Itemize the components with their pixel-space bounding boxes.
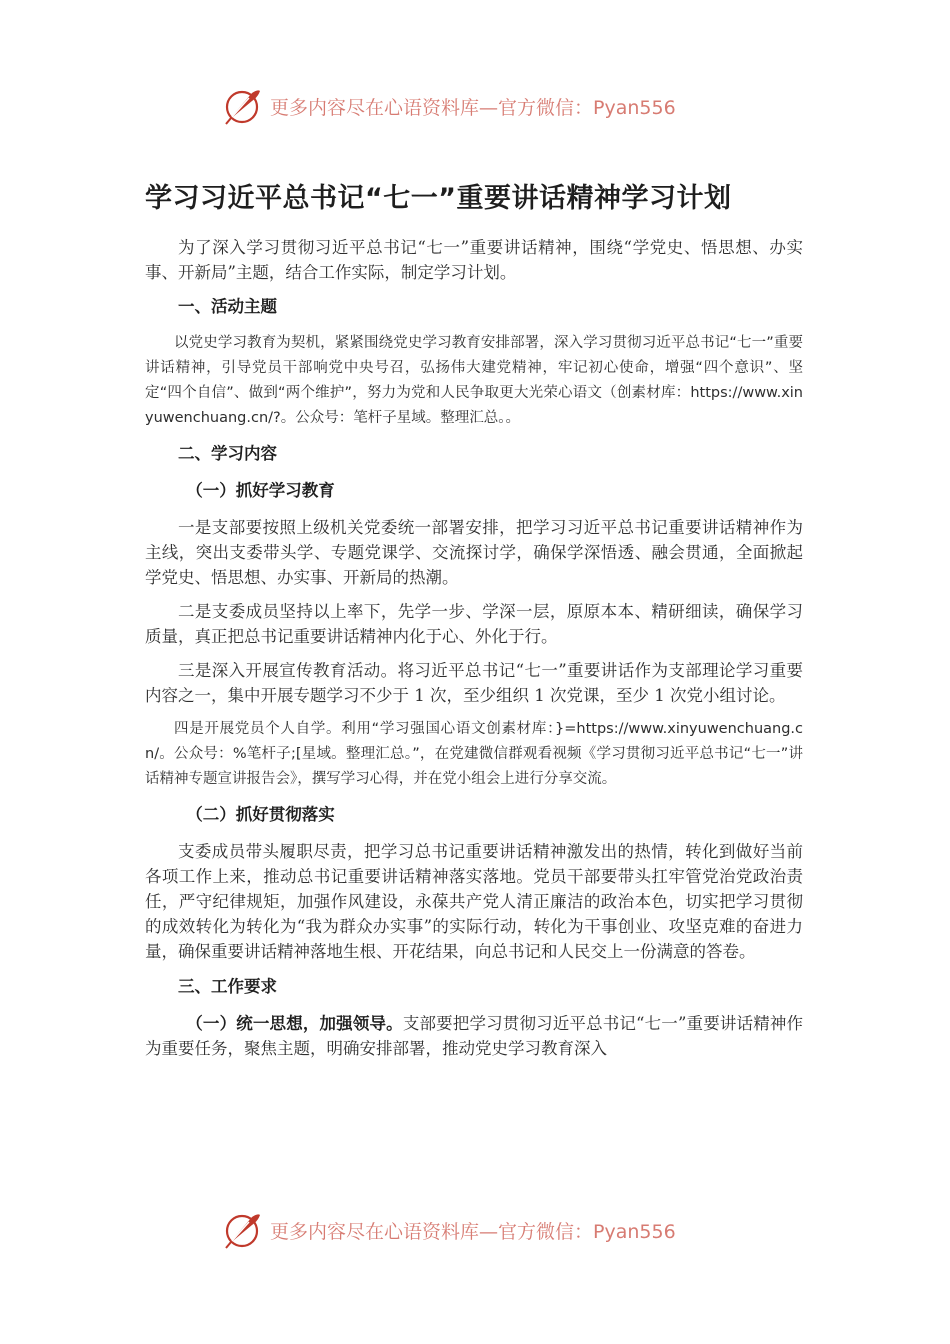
document-body [145, 176, 803, 1070]
banner-text [270, 93, 676, 120]
intro-paragraph: 为了深入学习贯彻习近平总书记“七一”重要讲话精神，围绕“学党史、悟思想、办实事、开新局”主题，结合工作实际，制定学习计划。 [145, 238, 803, 282]
banner-wechat-id: Pyan556 [593, 1220, 676, 1243]
section3-lead: （一）统一思想，加强领导。 [186, 1014, 403, 1033]
section2-subheading-1: （一）抓好学习教育 [186, 481, 335, 500]
section1-paragraph: 以党史学习教育为契机，紧紧围绕党史学习教育安排部署，深入学习贯彻习近平总书记“七一”重要讲话精神，引导党员干部响党中央号召，弘扬伟大建党精神，牢记初心使命，增强“四个意识”、坚定“四个自信”、做到“两个维护”，努力为党和人民争取更大光荣心语文（创素材库：https://www.xinyuwenchuang.cn/?。公众号：笔杆子星域。整理汇总。。 [145, 335, 803, 426]
section2-heading: 二、学习内容 [178, 444, 277, 463]
section3-heading: 三、工作要求 [178, 977, 277, 996]
section3-text: 支部要把学习贯彻习近平总书记“七一”重要讲话精神作为重要任务，聚焦主题，明确安排部署，推动党史学习教育深入 [145, 1014, 804, 1058]
section2-paragraph-2: 二是支委成员坚持以上率下，先学一步、学深一层，原原本本、精研细读，确保学习质量，真正把总书记重要讲话精神内化于心、外化于行。 [145, 602, 803, 646]
section1-heading: 一、活动主题 [178, 297, 277, 316]
banner-slogan: 更多内容尽在心语资料库—官方微信： [270, 96, 594, 119]
document-title: 学习习近平总书记“七一”重要讲话精神学习计划 [145, 183, 732, 214]
section2-paragraph-3: 三是深入开展宣传教育活动。将习近平总书记“七一”重要讲话作为支部理论学习重要内容之一，集中开展专题学习不少于 1 次，至少组织 1 次党课，至少 1 次党小组讨论。 [145, 661, 803, 705]
section3-paragraph [145, 1011, 803, 1061]
quill-pen-logo-icon [222, 1209, 264, 1251]
quill-pen-logo-icon [222, 85, 264, 127]
banner-text [270, 1217, 676, 1244]
banner-slogan: 更多内容尽在心语资料库—官方微信： [270, 1220, 594, 1243]
section2-paragraph-1: 一是支部要按照上级机关党委统一部署安排，把学习习近平总书记重要讲话精神作为主线，突出支委带头学、专题党课学、交流探讨学，确保学深悟透、融会贯通，全面掀起学党史、悟思想、办实事、开新局的热潮。 [145, 518, 803, 587]
banner-wechat-id: Pyan556 [593, 96, 676, 119]
header-banner [222, 84, 742, 128]
section2-paragraph-5: 支委成员带头履职尽责，把学习总书记重要讲话精神激发出的热情，转化到做好当前各项工作上来，推动总书记重要讲话精神落实落地。党员干部要带头扛牢管党治党政治责任，严守纪律规矩，加强作风建设，永葆共产党人清正廉洁的政治本色，切实把学习贯彻的成效转化为转化为“我为群众办实事”的实际行动，转化为干事创业、攻坚克难的奋进力量，确保重要讲话精神落地生根、开花结果，向总书记和人民交上一份满意的答卷。 [145, 842, 803, 961]
section2-paragraph-4: 四是开展党员个人自学。利用“学习强国心语文创素材库：}=https://www.xinyuwenchuang.cn/。公众号：%笔杆子;[星域。整理汇总。”，在党建微信群观看视频《学习贯彻习近平总书记“七一”讲话精神专题宣讲报告会》，撰写学习心得，并在党小组会上进行分享交流。 [145, 721, 803, 787]
footer-banner [222, 1208, 742, 1252]
section2-subheading-2: （二）抓好贯彻落实 [186, 805, 335, 824]
